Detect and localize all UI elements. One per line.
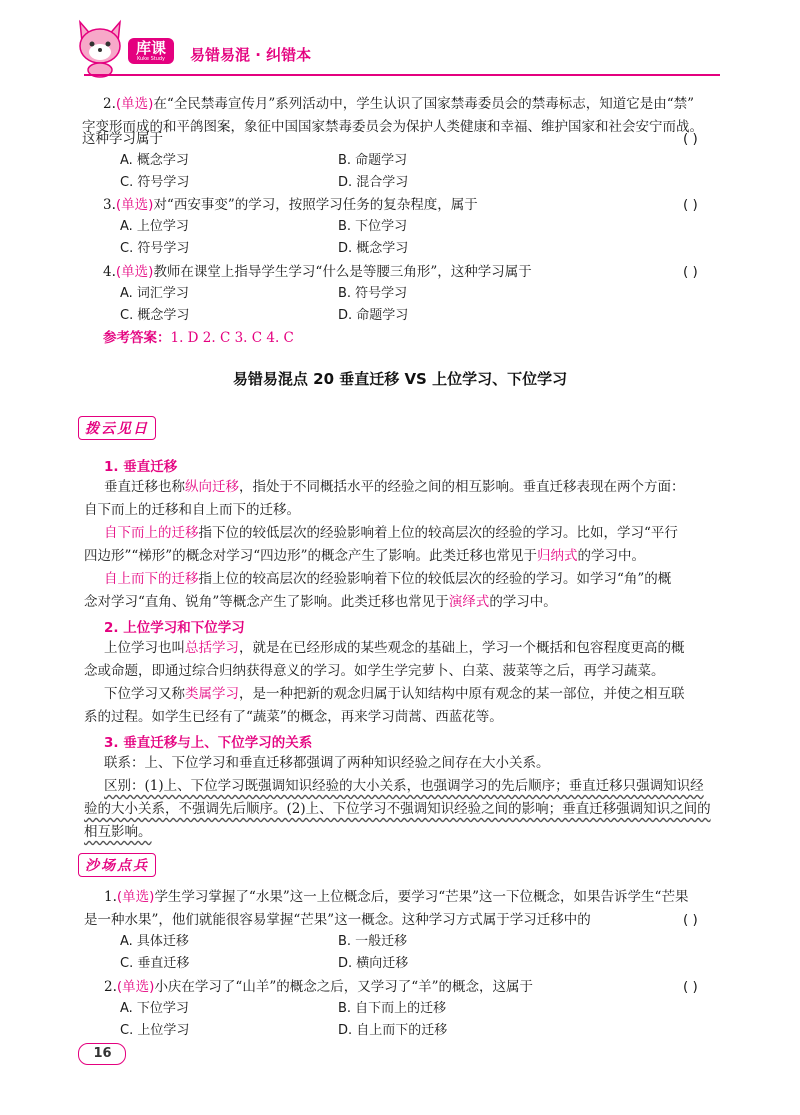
reference-answer bbox=[103, 328, 294, 348]
single-choice-tag: (单选) bbox=[116, 979, 155, 995]
brand-sub: Kuke Study bbox=[136, 56, 166, 62]
option-a: A. 概念学习 bbox=[120, 153, 189, 168]
section-title: 易错易混点 20 垂直迁移 VS 上位学习、下位学习 bbox=[232, 370, 568, 388]
page-number: 16 bbox=[93, 1046, 112, 1061]
paragraph-connection: 联系：上、下位学习和垂直迁移都强调了两种知识经验之间存在大小关系。 bbox=[104, 755, 550, 771]
option-b: B. 符号学习 bbox=[338, 286, 408, 301]
practice-question-1: 1.(单选)学生学习掌握了“水果”这一上位概念后，要学习“芒果”这一下位概念，如果告诉学生“芒果 bbox=[104, 889, 689, 905]
option-a: A. 词汇学习 bbox=[120, 286, 189, 301]
highlight-term: 自上而下的迁移 bbox=[104, 571, 199, 587]
paragraph-line: 自下而上的迁移和自上而下的迁移。 bbox=[84, 502, 300, 518]
practice-question-2: 2.(单选)小庆在学习了“山羊”的概念之后，又学习了“羊”的概念，这属于 bbox=[104, 979, 534, 995]
paragraph-line: 念对学习“直角、锐角”等概念产生了影响。此类迁移也常见于演绎式的学习中。 bbox=[84, 594, 557, 610]
option-d: D. 混合学习 bbox=[338, 175, 409, 190]
brand-name: 库课 bbox=[135, 39, 166, 57]
answer-blank: ( ) bbox=[683, 131, 698, 147]
paragraph-line: 四边形”“梯形”的概念对学习“四边形”的概念产生了影响。此类迁移也常见于归纳式的学习中。 bbox=[84, 548, 646, 564]
option-a: A. 上位学习 bbox=[120, 219, 189, 234]
option-c: C. 符号学习 bbox=[120, 175, 190, 190]
question-2: 2.(单选)在“全民禁毒宣传月”系列活动中，学生认识了国家禁毒委员会的禁毒标志，知道它是由“禁” bbox=[103, 96, 695, 112]
option-b: B. 命题学习 bbox=[338, 153, 408, 168]
option-d: D. 命题学习 bbox=[338, 308, 409, 323]
option-b: B. 一般迁移 bbox=[338, 934, 408, 949]
option-b: B. 下位学习 bbox=[338, 219, 408, 234]
subheading-relationship: 3. 垂直迁移与上、下位学习的关系 bbox=[104, 735, 313, 751]
paragraph-bottom-up: 自下而上的迁移指下位的较低层次的经验影响着上位的较高层次的经验的学习。比如，学习“平行 bbox=[104, 525, 678, 541]
option-c: C. 符号学习 bbox=[120, 241, 190, 256]
header bbox=[0, 0, 800, 80]
highlight-term: 归纳式 bbox=[537, 548, 578, 564]
paragraph-subordinate: 下位学习又称类属学习，是一种把新的观念归属于认知结构中原有观念的某一部位，并使之相互联 bbox=[104, 686, 685, 702]
option-b: B. 自下而上的迁移 bbox=[338, 1001, 447, 1016]
option-d: D. 自上而下的迁移 bbox=[338, 1023, 448, 1038]
section-box-practice: 沙场点兵 bbox=[78, 853, 156, 877]
answer-label: 参考答案： bbox=[103, 330, 171, 346]
subheading-superordinate-learning: 2. 上位学习和下位学习 bbox=[104, 620, 245, 636]
fox-mascot-icon bbox=[74, 18, 126, 78]
header-title: 易错易混 · 纠错本 bbox=[190, 46, 312, 64]
highlight-term: 演绎式 bbox=[448, 594, 490, 610]
option-d: D. 横向迁移 bbox=[338, 956, 409, 971]
section-box-insight: 拨云见日 bbox=[78, 416, 156, 440]
highlight-term: 总括学习 bbox=[185, 640, 239, 656]
practice-question-1-line-2: 是一种水果”，他们就能很容易掌握“芒果”这一概念。这种学习方式属于学习迁移中的 bbox=[84, 912, 591, 928]
paragraph-line: 验的大小关系，不强调先后顺序。(2)上、下位学习不强调知识经验之间的影响；垂直迁移强调知识之间的 bbox=[84, 801, 711, 817]
question-4: 4.(单选)教师在课堂上指导学生学习“什么是等腰三角形”，这种学习属于 bbox=[103, 264, 532, 280]
question-3: 3.(单选)对“西安事变”的学习，按照学习任务的复杂程度，属于 bbox=[103, 197, 478, 213]
paragraph-line: 念或命题，即通过综合归纳获得意义的学习。如学生学完萝卜、白菜、菠菜等之后，再学习蔬菜。 bbox=[84, 663, 665, 679]
paragraph-difference: 区别：(1)上、下位学习既强调知识经验的大小关系，也强调学习的先后顺序；垂直迁移只强调知识经 bbox=[104, 778, 704, 794]
highlight-term: 纵向迁移 bbox=[185, 479, 239, 495]
single-choice-tag: (单选) bbox=[115, 264, 154, 280]
paragraph-vertical-transfer: 垂直迁移也称纵向迁移，指处于不同概括水平的经验之间的相互影响。垂直迁移表现在两个方面： bbox=[104, 479, 685, 495]
paragraph-line: 系的过程。如学生已经有了“蔬菜”的概念，再来学习茼蒿、西蓝花等。 bbox=[84, 709, 503, 725]
highlight-term: 自下而上的迁移 bbox=[104, 525, 199, 541]
highlight-term: 类属学习 bbox=[185, 686, 239, 702]
paragraph-superordinate: 上位学习也叫总括学习，就是在已经形成的某些观念的基础上，学习一个概括和包容程度更高的概 bbox=[104, 640, 685, 656]
answer-blank: ( ) bbox=[683, 264, 698, 280]
subheading-vertical-transfer: 1. 垂直迁移 bbox=[104, 459, 178, 475]
option-c: C. 垂直迁移 bbox=[120, 956, 190, 971]
option-c: C. 概念学习 bbox=[120, 308, 190, 323]
question-2-line-3: 这种学习属于 bbox=[82, 131, 163, 147]
option-a: A. 具体迁移 bbox=[120, 934, 189, 949]
option-d: D. 概念学习 bbox=[338, 241, 409, 256]
answer-text: 1. D 2. C 3. C 4. C bbox=[170, 330, 294, 346]
option-c: C. 上位学习 bbox=[120, 1023, 190, 1038]
answer-blank: ( ) bbox=[683, 912, 698, 928]
single-choice-tag: (单选) bbox=[115, 197, 154, 213]
option-a: A. 下位学习 bbox=[120, 1001, 189, 1016]
answer-blank: ( ) bbox=[683, 979, 698, 995]
paragraph-top-down: 自上而下的迁移指上位的较高层次的经验影响着下位的较低层次的经验的学习。如学习“角”的概 bbox=[104, 571, 672, 587]
question-2-line-2: 字变形而成的和平鸽图案，象征中国国家禁毒委员会为保护人类健康和幸福、维护国家和社会安宁而战。 bbox=[82, 119, 703, 135]
single-choice-tag: (单选) bbox=[116, 889, 155, 905]
header-rule bbox=[84, 74, 720, 76]
answer-blank: ( ) bbox=[683, 197, 698, 213]
single-choice-tag: (单选) bbox=[115, 96, 154, 112]
paragraph-line: 相互影响。 bbox=[84, 824, 152, 840]
